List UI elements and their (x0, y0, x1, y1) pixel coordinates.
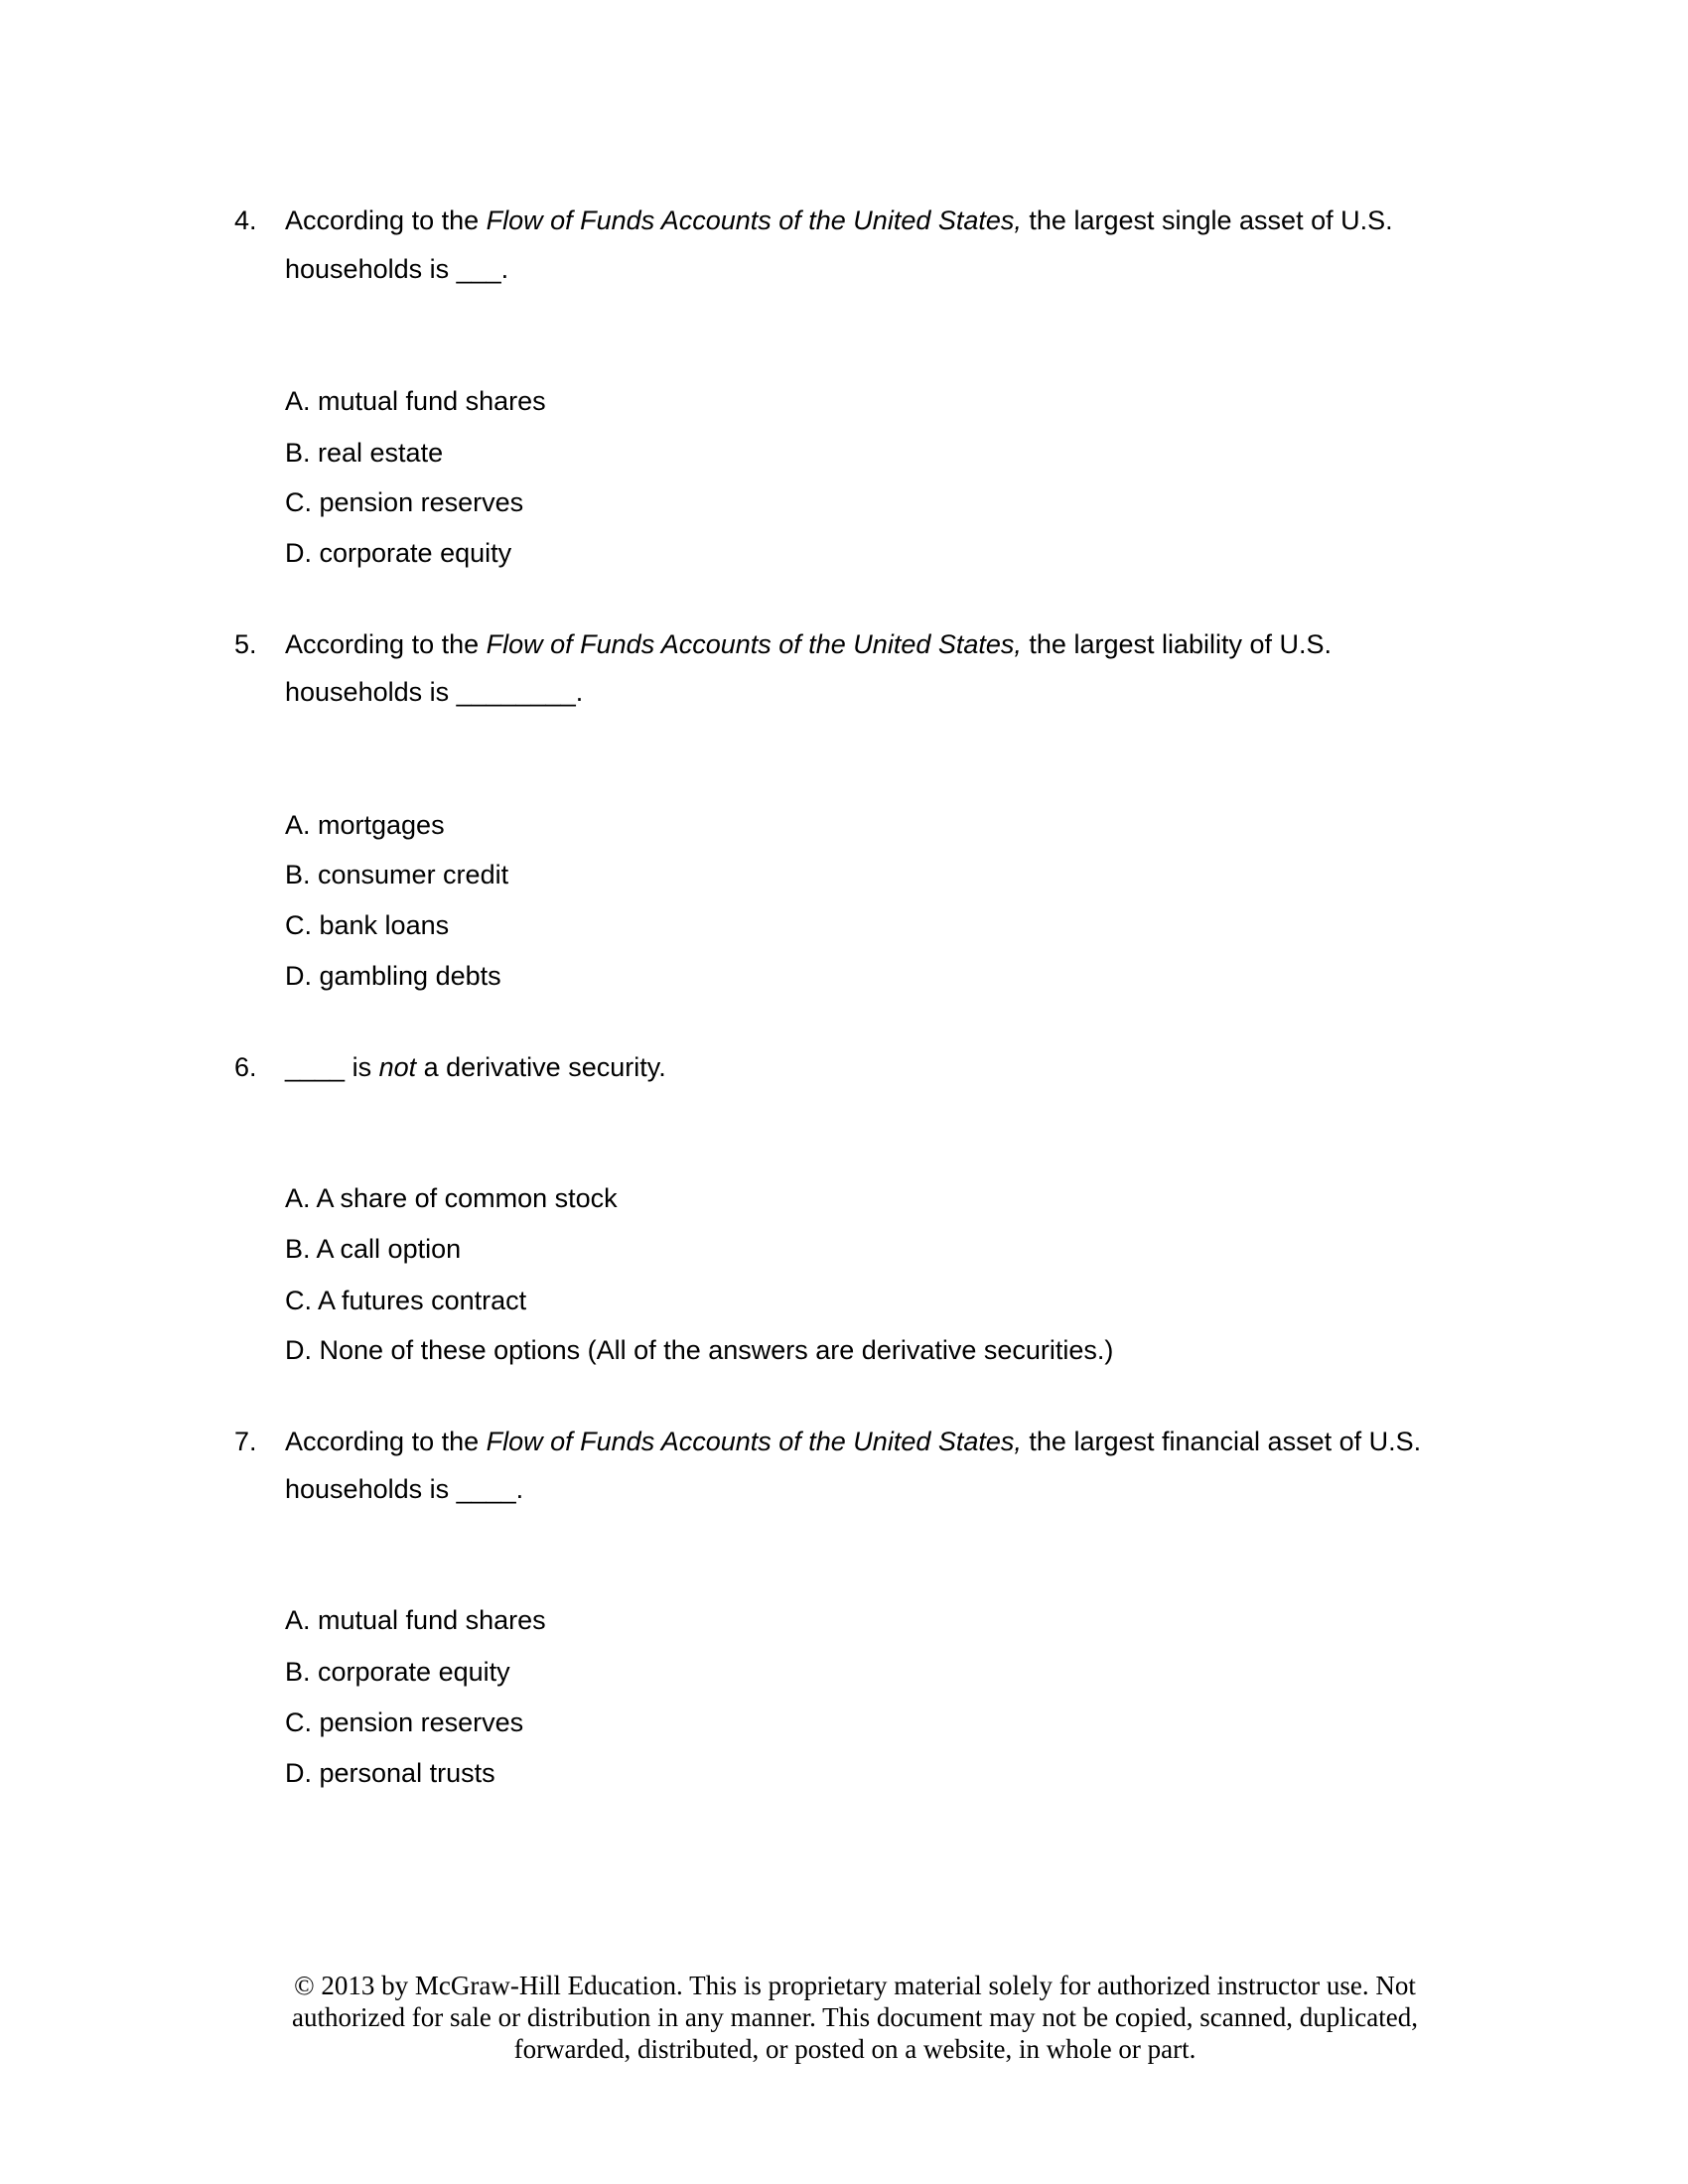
question-text-pre: According to the (285, 205, 487, 235)
question-text-line2: households is ___. (285, 254, 509, 284)
question-text-post: a derivative security. (416, 1052, 666, 1082)
answer-option: D. corporate equity (285, 538, 512, 568)
answer-option: B. real estate (285, 438, 444, 468)
question-text-post: the largest financial asset of U.S. (1021, 1427, 1422, 1456)
question-text-italic: Flow of Funds Accounts of the United States, (486, 629, 1022, 659)
answer-option: B. A call option (285, 1234, 462, 1264)
question-text-italic: not (378, 1052, 417, 1082)
question-text-pre: According to the (285, 1427, 487, 1456)
question-number: 4. (234, 205, 257, 235)
footer-line: © 2013 by McGraw-Hill Education. This is proprietary material solely for authorized instructor use. Not (294, 1971, 1416, 2000)
answer-option: B. corporate equity (285, 1657, 510, 1687)
question-text (285, 205, 1393, 236)
answer-option: D. gambling debts (285, 961, 501, 991)
question-text-pre: ____ is (285, 1052, 379, 1082)
footer-line: authorized for sale or distribution in any manner. This document may not be copied, scanned, duplicated, (292, 2002, 1418, 2032)
answer-option: C. pension reserves (285, 1707, 524, 1737)
answer-option: D. None of these options (All of the answers are derivative securities.) (285, 1335, 1114, 1365)
question-text (285, 1426, 1421, 1457)
answer-option: B. consumer credit (285, 860, 509, 889)
question-text (285, 628, 1332, 660)
question-text (285, 1051, 666, 1083)
answer-option: A. A share of common stock (285, 1183, 618, 1213)
question-text-line2: households is ________. (285, 677, 584, 707)
question-text-line2: households is ____. (285, 1474, 524, 1504)
answer-option: C. bank loans (285, 910, 450, 940)
answer-option: C. pension reserves (285, 487, 524, 517)
answer-option: C. A futures contract (285, 1286, 527, 1315)
answer-option: A. mortgages (285, 810, 445, 840)
question-text-post: the largest liability of U.S. (1021, 629, 1333, 659)
question-text-post: the largest single asset of U.S. (1021, 205, 1393, 235)
question-number: 6. (234, 1052, 257, 1082)
question-text-italic: Flow of Funds Accounts of the United States, (486, 205, 1022, 235)
question-number: 7. (234, 1427, 257, 1456)
footer-line: forwarded, distributed, or posted on a website, in whole or part. (513, 2034, 1196, 2064)
answer-option: D. personal trusts (285, 1758, 495, 1788)
question-number: 5. (234, 629, 257, 659)
question-text-italic: Flow of Funds Accounts of the United States, (486, 1427, 1022, 1456)
question-text-pre: According to the (285, 629, 487, 659)
answer-option: A. mutual fund shares (285, 386, 546, 416)
answer-option: A. mutual fund shares (285, 1605, 546, 1635)
